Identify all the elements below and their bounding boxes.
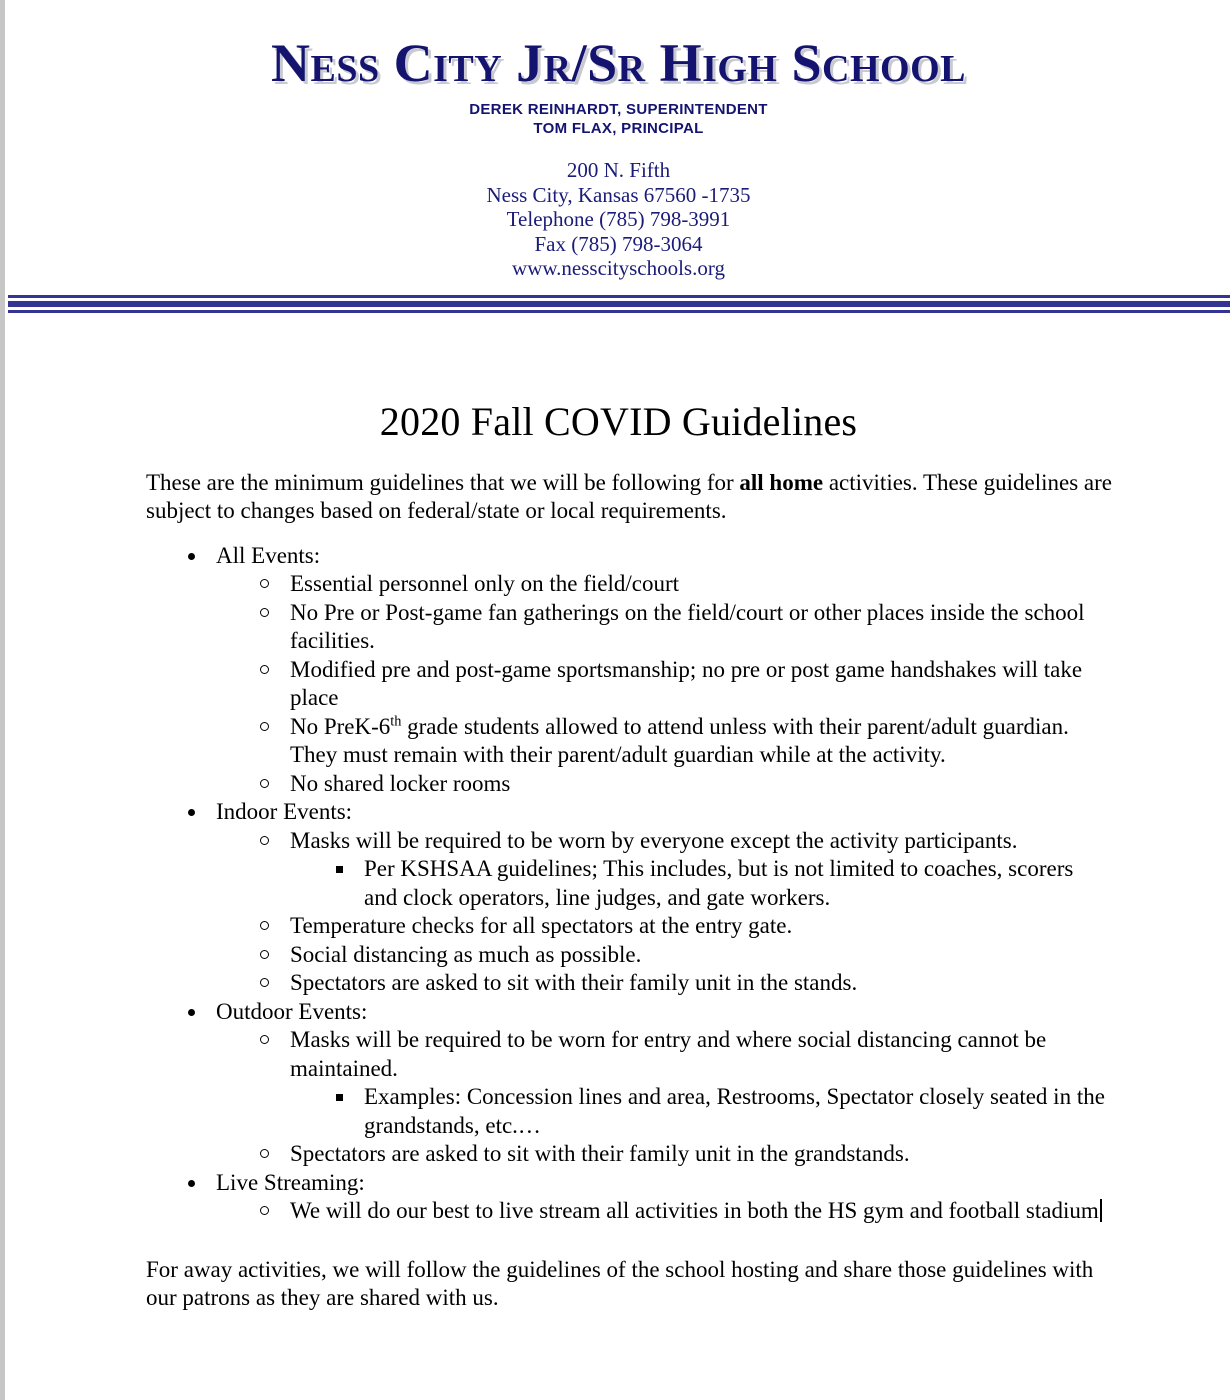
list-item-prek-restriction [216, 713, 1112, 770]
principal-line: TOM FLAX, PRINCIPAL [533, 120, 704, 137]
bullet-disc-icon [188, 1180, 195, 1187]
list-item-text: Spectators are asked to sit with their family unit in the stands. [290, 970, 858, 995]
prek-ordinal-suffix: th [390, 712, 402, 729]
list-item-text: Social distancing as much as possible. [290, 941, 642, 967]
closing-paragraph: For away activities, we will follow the guidelines of the school hosting and share those guidelines with our patrons as they are shared with us. [146, 1256, 1094, 1310]
intro-text-bold: all home [739, 469, 824, 495]
officers-block [5, 100, 1232, 138]
bullet-circle-icon [260, 950, 269, 959]
list-item [216, 941, 1112, 970]
fax-line: Fax (785) 798-3064 [534, 231, 703, 256]
live-streaming-sublist [216, 1197, 1112, 1226]
list-item-text: No Pre or Post-game fan gatherings on the field/court or other places inside the school facilities. [290, 599, 1085, 653]
list-item [216, 1140, 1112, 1169]
list-item [290, 855, 1112, 912]
list-item-text: Temperature checks for all spectators at the entry gate. [290, 913, 793, 938]
list-item-outdoor-masks [216, 1026, 1112, 1140]
bullet-circle-icon [260, 978, 269, 987]
bullet-square-icon [336, 866, 343, 873]
list-item-indoor-masks [216, 827, 1112, 913]
bullet-disc-icon [188, 1009, 195, 1016]
list-item [216, 770, 1112, 799]
prek-text-before: No PreK-6 [290, 713, 391, 739]
bullet-circle-icon [260, 1206, 269, 1215]
prek-text-after: grade students allowed to attend unless with their parent/adult guardian. They must remain with their parent/adult guardian while at the activity. [290, 713, 1069, 767]
address-street: 200 N. Fifth [566, 158, 671, 182]
list-item-text: Spectators are asked to sit with their family unit in the grandstands. [290, 1141, 910, 1166]
header-divider-rule [8, 295, 1230, 313]
list-item-text: No shared locker rooms [290, 770, 511, 796]
intro-text-after: activities. These guidelines are subject to changes based on federal/state or local requirements. [146, 469, 1112, 523]
list-item-text: Masks will be required to be worn for entry and where social distancing cannot be maintained. [290, 1027, 1047, 1081]
list-item-text: We will do our best to live stream all activities in both the HS gym and football stadium [290, 1198, 1099, 1223]
page-title: 2020 Fall COVID Guidelines [379, 398, 858, 444]
bullet-circle-icon [260, 579, 269, 588]
all-events-sublist [216, 570, 1112, 798]
document-body [5, 445, 1232, 1313]
list-item-text: Essential personnel only on the field/court [290, 571, 679, 596]
bullet-disc-icon [188, 809, 195, 816]
bullet-circle-icon [260, 1149, 269, 1158]
text-cursor-caret [1100, 1199, 1102, 1222]
list-item [216, 570, 1112, 599]
indoor-masks-sublist [290, 855, 1112, 912]
bullet-circle-icon [260, 1035, 269, 1044]
bullet-circle-icon [260, 665, 269, 674]
bullet-circle-icon [260, 722, 269, 731]
list-item-outdoor-events [146, 998, 1112, 1169]
section-heading-indoor-events: Indoor Events: [216, 799, 353, 824]
school-name-heading: Ness City Jr/Sr High School [270, 33, 966, 93]
paragraph-spacer [146, 1226, 1112, 1256]
list-item [216, 599, 1112, 656]
list-item [216, 656, 1112, 713]
telephone-line: Telephone (785) 798-3991 [506, 207, 731, 231]
letterhead [5, 0, 1232, 281]
section-heading-outdoor-events: Outdoor Events: [216, 998, 368, 1024]
list-item [216, 969, 1112, 998]
list-item-text: Modified pre and post-game sportsmanship; no pre or post game handshakes will take place [290, 656, 1083, 710]
superintendent-line: DEREK REINHARDT, SUPERINTENDENT [469, 101, 768, 118]
bullet-circle-icon [260, 608, 269, 617]
address-block [5, 158, 1232, 281]
list-item-text: Masks will be required to be worn by everyone except the activity participants. [290, 827, 1018, 853]
section-heading-all-events: All Events: [216, 542, 321, 568]
list-item [290, 1083, 1112, 1140]
intro-paragraph [146, 469, 1112, 526]
list-item-text: Per KSHSAA guidelines; This includes, but is not limited to coaches, scorers and clock operators, line judges, and gate workers. [364, 856, 1074, 910]
document-page [5, 0, 1232, 1400]
bullet-disc-icon [188, 553, 195, 560]
outdoor-masks-sublist [290, 1083, 1112, 1140]
list-item-live-streaming [146, 1169, 1112, 1226]
indoor-events-sublist [216, 827, 1112, 998]
list-item-all-events [146, 542, 1112, 799]
website-line: www.nesscityschools.org [512, 256, 725, 280]
address-city-state-zip: Ness City, Kansas 67560 -1735 [486, 182, 751, 207]
guidelines-list [146, 542, 1112, 1226]
bullet-circle-icon [260, 779, 269, 788]
section-heading-live-streaming: Live Streaming: [216, 1169, 365, 1195]
list-item-text: Examples: Concession lines and area, Restrooms, Spectator closely seated in the grandstands, etc.… [364, 1084, 1105, 1138]
bullet-square-icon [336, 1094, 343, 1101]
bullet-circle-icon [260, 836, 269, 845]
list-item-indoor-events [146, 798, 1112, 998]
intro-text-before: These are the minimum guidelines that we will be following for [146, 469, 740, 495]
bullet-circle-icon [260, 921, 269, 930]
list-item-live-stream-detail [216, 1197, 1112, 1226]
outdoor-events-sublist [216, 1026, 1112, 1169]
list-item [216, 912, 1112, 941]
